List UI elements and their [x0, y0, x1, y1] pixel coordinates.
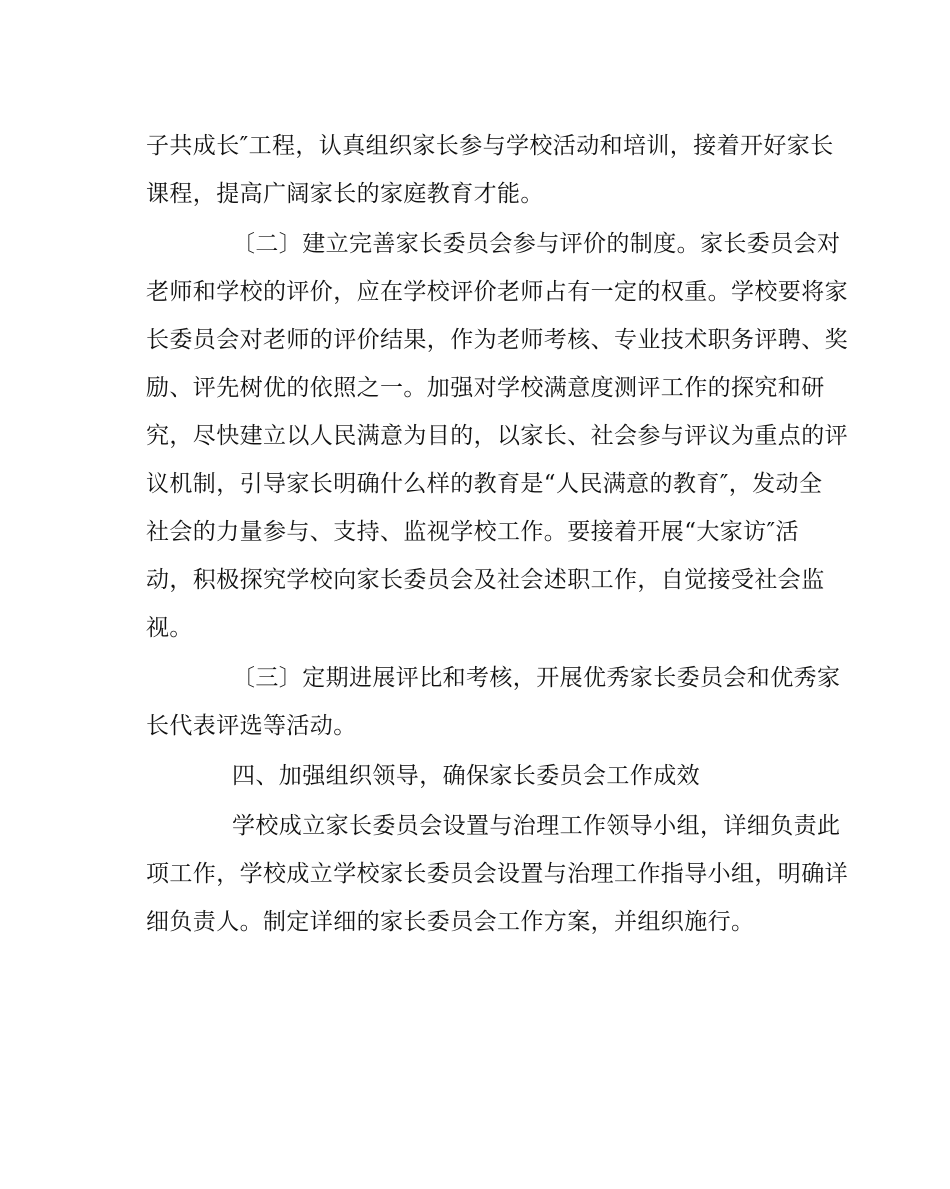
text-line: 长代表评选等活动。: [146, 713, 357, 739]
text-line: 视。: [146, 615, 193, 641]
text-line: 长委员会对老师的评价结果，作为老师考核、专业技术职务评聘、奖: [146, 327, 848, 353]
section-heading: 四、加强组织领导，确保家长委员会工作成效: [232, 763, 700, 789]
text-line: 社会的力量参与、支持、监视学校工作。要接着开展“大家访″活: [146, 519, 799, 545]
text-line: 课程，提高广阔家长的家庭教育才能。: [146, 181, 544, 207]
text-line: 议机制，引导家长明确什么样的教育是“人民满意的教育″，发动全: [146, 471, 823, 497]
text-line: 老师和学校的评价，应在学校评价老师占有一定的权重。学校要将家: [146, 279, 848, 305]
text-line: 细负责人。制定详细的家长委员会工作方案，并组织施行。: [146, 909, 755, 935]
text-line: 项工作，学校成立学校家长委员会设置与治理工作指导小组，明确详: [146, 861, 848, 887]
text-line: 究，尽快建立以人民满意为目的，以家长、社会参与评议为重点的评: [146, 423, 848, 449]
text-line: 子共成长″工程，认真组织家长参与学校活动和培训，接着开好家长: [146, 133, 834, 159]
paragraph-heading-3: 〔三〕定期进展评比和考核，开展优秀家长委员会和优秀家: [232, 665, 841, 691]
paragraph-start: 学校成立家长委员会设置与治理工作领导小组，详细负责此: [232, 813, 841, 839]
text-line: 动，积极探究学校向家长委员会及社会述职工作，自觉接受社会监: [146, 567, 825, 593]
text-line: 励、评先树优的依照之一。加强对学校满意度测评工作的探究和研: [146, 375, 825, 401]
paragraph-heading-2: 〔二〕建立完善家长委员会参与评价的制度。家长委员会对: [232, 231, 841, 257]
